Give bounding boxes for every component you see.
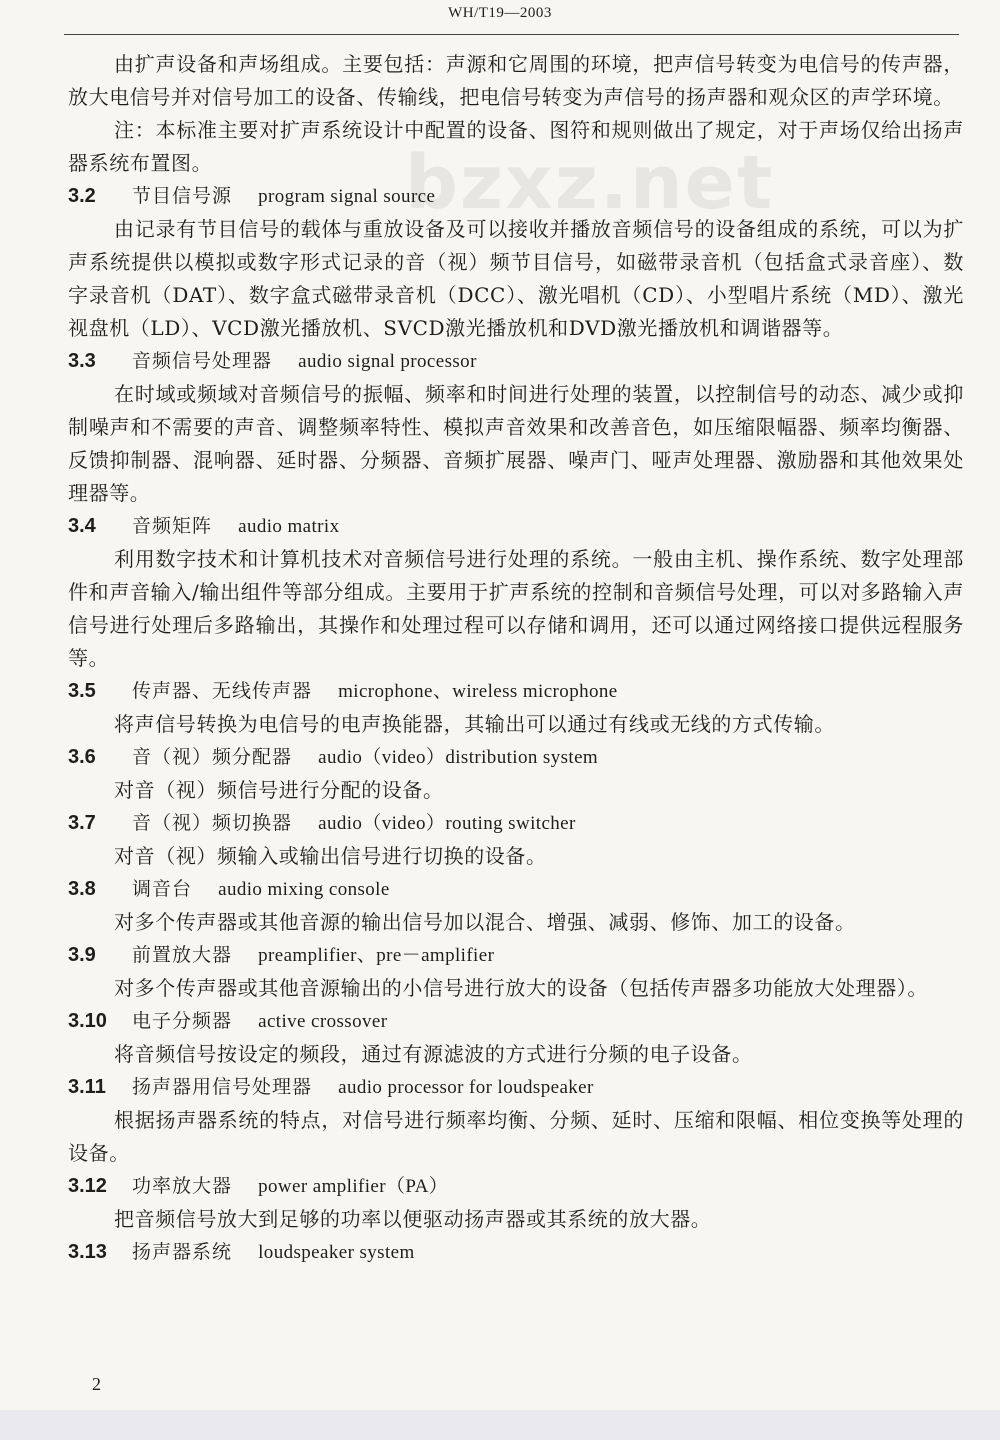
- term-chinese: 传声器、无线传声器: [132, 680, 313, 702]
- term-definition: 对多个传声器或其他音源的输出信号加以混合、增强、减弱、修饰、加工的设备。: [114, 910, 856, 934]
- term-english: audio（video）distribution system: [318, 747, 599, 768]
- term-number: 3.7: [68, 812, 96, 834]
- term-chinese: 音频信号处理器: [132, 350, 273, 372]
- term-heading: [68, 510, 964, 543]
- term-number: 3.4: [68, 515, 96, 537]
- term-english: power amplifier（PA）: [258, 1176, 449, 1197]
- term-english: audio（video）routing switcher: [318, 813, 576, 834]
- term-number: 3.3: [68, 350, 96, 372]
- term-chinese: 前置放大器: [132, 944, 233, 966]
- term-chinese: 音频矩阵: [132, 515, 213, 537]
- term-number: 3.5: [68, 680, 96, 702]
- term-heading: [68, 1071, 964, 1104]
- term-chinese: 调音台: [132, 878, 193, 900]
- term-number: 3.2: [68, 185, 96, 207]
- term-english: audio mixing console: [218, 879, 390, 900]
- header-rule: [64, 34, 959, 35]
- term-chinese: 功率放大器: [132, 1175, 233, 1197]
- watermark-logo: bzxz.net: [405, 140, 775, 226]
- term-heading: [68, 741, 964, 774]
- term-number: 3.10: [68, 1010, 107, 1032]
- page-number: 2: [92, 1374, 101, 1394]
- scan-bottom-edge: [0, 1410, 1000, 1440]
- term-definition: 由记录有节目信号的载体与重放设备及可以接收并播放音频信号的设备组成的系统，可以为扩声系统提供以模拟或数字形式记录的音（视）频节目信号，如磁带录音机（包括盒式录音座）、数字录音机（DAT）、数字盒式磁带录音机（DCC）、激光唱机（CD）、小型唱片系统（MD）、激光视盘机（LD）、VCD激光播放机、SVCD激光播放机和DVD激光播放机和调谐器等。: [68, 217, 964, 340]
- term-definition: 在时域或频域对音频信号的振幅、频率和时间进行处理的装置，以控制信号的动态、减少或抑制噪声和不需要的声音、调整频率特性、模拟声音效果和改善音色，如压缩限幅器、频率均衡器、反馈抑制器、混响器、延时器、分频器、音频扩展器、噪声门、哑声处理器、激励器和其他效果处理器等。: [68, 382, 964, 505]
- note-paragraph: 注：本标准主要对扩声系统设计中配置的设备、图符和规则做出了规定，对于声场仅给出扬声器系统布置图。: [68, 118, 964, 175]
- term-english: audio processor for loudspeaker: [338, 1077, 594, 1098]
- term-heading: [68, 1005, 964, 1038]
- term-heading: [68, 939, 964, 972]
- document-body: [68, 48, 964, 1269]
- term-definition: 利用数字技术和计算机技术对音频信号进行处理的系统。一般由主机、操作系统、数字处理部件和声音输入/输出组件等部分组成。主要用于扩声系统的控制和音频信号处理，可以对多路输入声信号进行处理后多路输出，其操作和处理过程可以存储和调用，还可以通过网络接口提供远程服务等。: [68, 547, 964, 670]
- term-number: 3.8: [68, 878, 96, 900]
- term-definition: 根据扬声器系统的特点，对信号进行频率均衡、分频、延时、压缩和限幅、相位变换等处理的设备。: [68, 1108, 964, 1165]
- term-number: 3.13: [68, 1241, 107, 1263]
- term-definition: 将声信号转换为电信号的电声换能器，其输出可以通过有线或无线的方式传输。: [114, 712, 835, 736]
- term-chinese: 扬声器系统: [132, 1241, 233, 1263]
- term-definition: 把音频信号放大到足够的功率以便驱动扬声器或其系统的放大器。: [114, 1207, 712, 1231]
- term-heading: [68, 180, 964, 213]
- standard-code-header: WH/T19—2003: [448, 5, 552, 21]
- term-definition: 对音（视）频信号进行分配的设备。: [114, 778, 444, 802]
- term-english: preamplifier、pre－amplifier: [258, 945, 495, 966]
- term-heading: [68, 675, 964, 708]
- term-heading: [68, 345, 964, 378]
- term-number: 3.11: [68, 1076, 106, 1098]
- term-definition: 将音频信号按设定的频段，通过有源滤波的方式进行分频的电子设备。: [114, 1042, 753, 1066]
- term-english: program signal source: [258, 186, 436, 207]
- term-number: 3.6: [68, 746, 96, 768]
- intro-paragraph: 由扩声设备和声场组成。主要包括：声源和它周围的环境，把声信号转变为电信号的传声器，放大电信号并对信号加工的设备、传输线，把电信号转变为声信号的扬声器和观众区的声学环境。: [68, 52, 964, 109]
- term-english: active crossover: [258, 1011, 388, 1032]
- term-definition: 对多个传声器或其他音源输出的小信号进行放大的设备（包括传声器多功能放大处理器）。: [114, 976, 928, 1000]
- term-number: 3.12: [68, 1175, 107, 1197]
- term-heading: [68, 807, 964, 840]
- term-chinese: 电子分频器: [132, 1010, 233, 1032]
- term-english: audio signal processor: [298, 351, 477, 372]
- term-heading: [68, 1170, 964, 1203]
- term-chinese: 音（视）频切换器: [132, 812, 293, 834]
- term-english: loudspeaker system: [258, 1242, 415, 1263]
- term-english: audio matrix: [238, 516, 340, 537]
- term-heading: [68, 873, 964, 906]
- term-definition: 对音（视）频输入或输出信号进行切换的设备。: [114, 844, 547, 868]
- term-chinese: 扬声器用信号处理器: [132, 1076, 313, 1098]
- term-english: microphone、wireless microphone: [338, 681, 618, 702]
- term-chinese: 音（视）频分配器: [132, 746, 293, 768]
- term-heading: [68, 1236, 964, 1269]
- term-chinese: 节目信号源: [132, 185, 233, 207]
- term-number: 3.9: [68, 944, 96, 966]
